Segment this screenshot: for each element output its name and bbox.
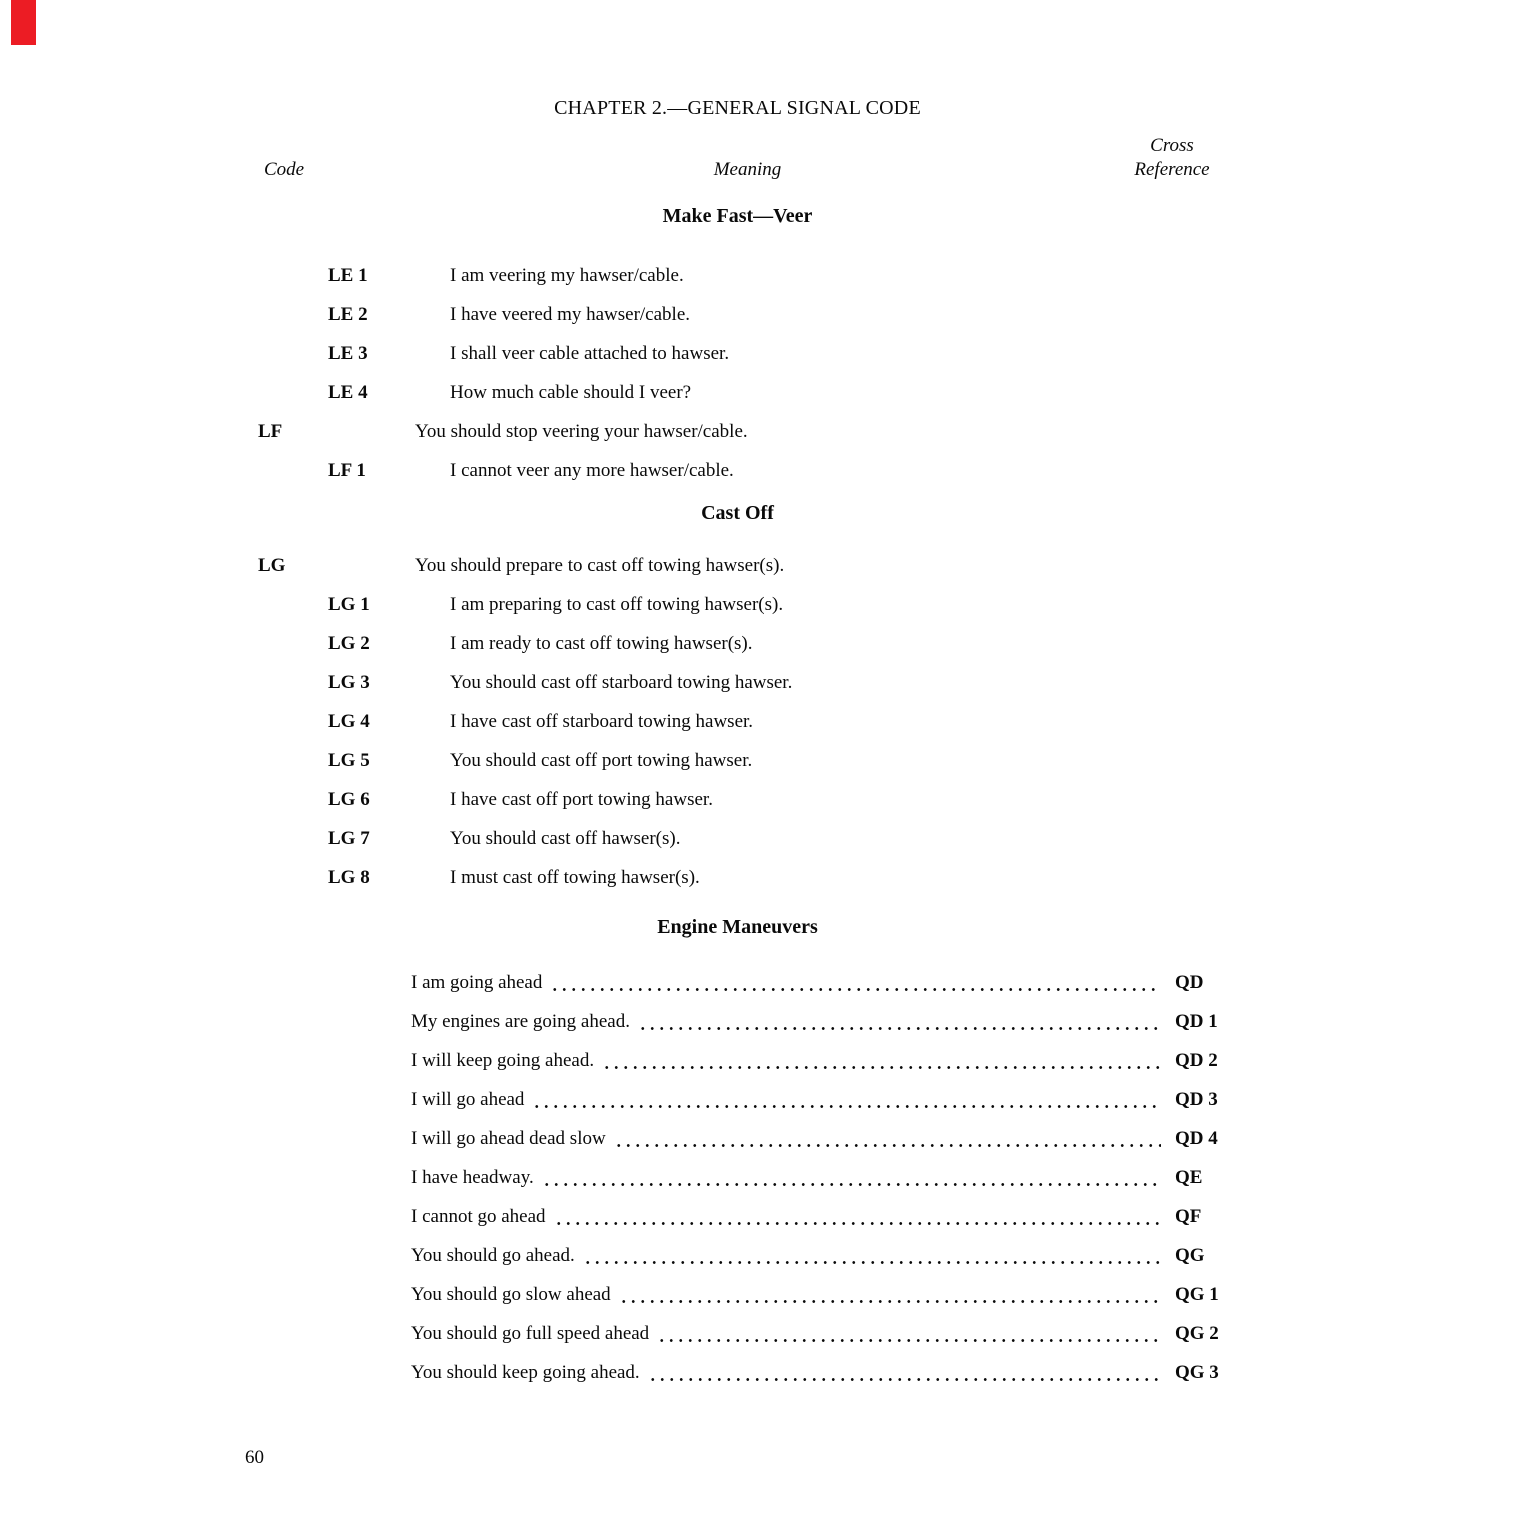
table-row xyxy=(245,585,1230,624)
meaning-cell: My engines are going ahead. xyxy=(411,1010,630,1032)
column-header-code: Code xyxy=(264,159,305,180)
chapter-title: CHAPTER 2.—GENERAL SIGNAL CODE xyxy=(554,97,921,119)
table-row xyxy=(245,819,1230,858)
meaning-cell: I must cast off towing hawser(s). xyxy=(450,866,700,888)
meaning-cell: You should go full speed ahead xyxy=(411,1322,650,1344)
column-headers xyxy=(245,134,1230,182)
cross-reference-cell: QF xyxy=(1175,1205,1202,1227)
cross-reference-cell: QD 3 xyxy=(1175,1088,1218,1110)
cross-reference-cell: QD 4 xyxy=(1175,1127,1218,1149)
dot-leader xyxy=(550,988,1161,991)
meaning-cell: I have veered my hawser/cable. xyxy=(450,303,691,325)
meaning-cell: I am veering my hawser/cable. xyxy=(450,264,684,286)
meaning-cell: You should cast off hawser(s). xyxy=(450,827,681,849)
meaning-cell: I cannot go ahead xyxy=(411,1205,546,1227)
meaning-cell: You should go slow ahead xyxy=(411,1283,611,1305)
red-margin-mark xyxy=(11,0,36,45)
meaning-cell: I have headway. xyxy=(411,1166,534,1188)
meaning-cell: I cannot veer any more hawser/cable. xyxy=(450,459,734,481)
cross-reference-cell: QG 1 xyxy=(1175,1283,1219,1305)
meaning-cell: You should stop veering your hawser/cable. xyxy=(415,420,748,442)
code-cell: LG 6 xyxy=(328,788,370,810)
table-row xyxy=(245,1275,1230,1314)
code-cell: LF 1 xyxy=(328,459,366,481)
table-row xyxy=(245,451,1230,490)
cross-reference-cell: QD xyxy=(1175,971,1204,993)
table-row xyxy=(245,546,1230,585)
section-rows xyxy=(245,546,1230,897)
table-row xyxy=(245,963,1230,1002)
code-cell: LE 1 xyxy=(328,264,368,286)
code-cell: LG 5 xyxy=(328,749,370,771)
meaning-cell: You should prepare to cast off towing hawser(s). xyxy=(415,554,785,576)
code-cell: LG 7 xyxy=(328,827,370,849)
meaning-cell: You should go ahead. xyxy=(411,1244,575,1266)
dot-leader xyxy=(532,1105,1161,1108)
dot-leader xyxy=(542,1183,1161,1186)
meaning-cell: I have cast off port towing hawser. xyxy=(450,788,713,810)
table-row xyxy=(245,334,1230,373)
dot-leader xyxy=(619,1300,1161,1303)
table-row xyxy=(245,780,1230,819)
code-cell: LE 2 xyxy=(328,303,368,325)
table-row xyxy=(245,741,1230,780)
meaning-cell: I will go ahead dead slow xyxy=(411,1127,606,1149)
meaning-cell: I am going ahead xyxy=(411,971,543,993)
table-row xyxy=(245,1314,1230,1353)
table-row xyxy=(245,373,1230,412)
dot-leader xyxy=(657,1339,1161,1342)
table-row xyxy=(245,256,1230,295)
table-row xyxy=(245,1158,1230,1197)
column-header-meaning: Meaning xyxy=(713,159,782,180)
code-cell: LG 1 xyxy=(328,593,370,615)
table-row xyxy=(245,624,1230,663)
code-cell: LE 4 xyxy=(328,381,368,403)
meaning-cell: You should keep going ahead. xyxy=(411,1361,640,1383)
table-row xyxy=(245,1080,1230,1119)
meaning-cell: How much cable should I veer? xyxy=(450,381,692,403)
section-rows xyxy=(245,963,1230,1392)
code-cell: LG 2 xyxy=(328,632,370,654)
cross-reference-cell: QE xyxy=(1175,1166,1203,1188)
code-cell: LG 4 xyxy=(328,710,370,732)
section-heading: Engine Maneuvers xyxy=(657,916,818,938)
meaning-cell: I am ready to cast off towing hawser(s). xyxy=(450,632,753,654)
table-row xyxy=(245,412,1230,451)
table-row xyxy=(245,295,1230,334)
cross-reference-cell: QD 1 xyxy=(1175,1010,1218,1032)
meaning-cell: You should cast off port towing hawser. xyxy=(450,749,753,771)
table-row xyxy=(245,1119,1230,1158)
table-row xyxy=(245,702,1230,741)
dot-leader xyxy=(648,1378,1161,1381)
table-row xyxy=(245,858,1230,897)
table-row xyxy=(245,1353,1230,1392)
table-row xyxy=(245,663,1230,702)
meaning-cell: I will go ahead xyxy=(411,1088,525,1110)
column-header-cross-line2: Reference xyxy=(1134,159,1210,180)
section-heading: Cast Off xyxy=(701,502,774,524)
meaning-cell: I shall veer cable attached to hawser. xyxy=(450,342,730,364)
cross-reference-cell: QG 2 xyxy=(1175,1322,1219,1344)
code-cell: LG 8 xyxy=(328,866,370,888)
column-header-cross-reference xyxy=(1107,134,1237,182)
dot-leader xyxy=(638,1027,1161,1030)
code-cell: LG 3 xyxy=(328,671,370,693)
code-cell: LF xyxy=(258,420,283,442)
code-cell: LG xyxy=(258,554,286,576)
table-row xyxy=(245,1236,1230,1275)
dot-leader xyxy=(554,1222,1161,1225)
code-cell: LE 3 xyxy=(328,342,368,364)
table-row xyxy=(245,1041,1230,1080)
table-row xyxy=(245,1197,1230,1236)
cross-reference-cell: QG 3 xyxy=(1175,1361,1219,1383)
meaning-cell: I will keep going ahead. xyxy=(411,1049,595,1071)
page-content xyxy=(245,0,1230,1540)
section-rows xyxy=(245,256,1230,490)
table-row xyxy=(245,1002,1230,1041)
section-heading: Make Fast—Veer xyxy=(662,205,813,227)
column-header-cross-line1: Cross xyxy=(1150,135,1194,156)
meaning-cell: You should cast off starboard towing hawser. xyxy=(450,671,793,693)
meaning-cell: I am preparing to cast off towing hawser(s). xyxy=(450,593,784,615)
dot-leader xyxy=(583,1261,1161,1264)
cross-reference-cell: QD 2 xyxy=(1175,1049,1218,1071)
page-number: 60 xyxy=(245,1447,264,1468)
cross-reference-cell: QG xyxy=(1175,1244,1205,1266)
dot-leader xyxy=(602,1066,1161,1069)
meaning-cell: I have cast off starboard towing hawser. xyxy=(450,710,754,732)
dot-leader xyxy=(614,1144,1161,1147)
